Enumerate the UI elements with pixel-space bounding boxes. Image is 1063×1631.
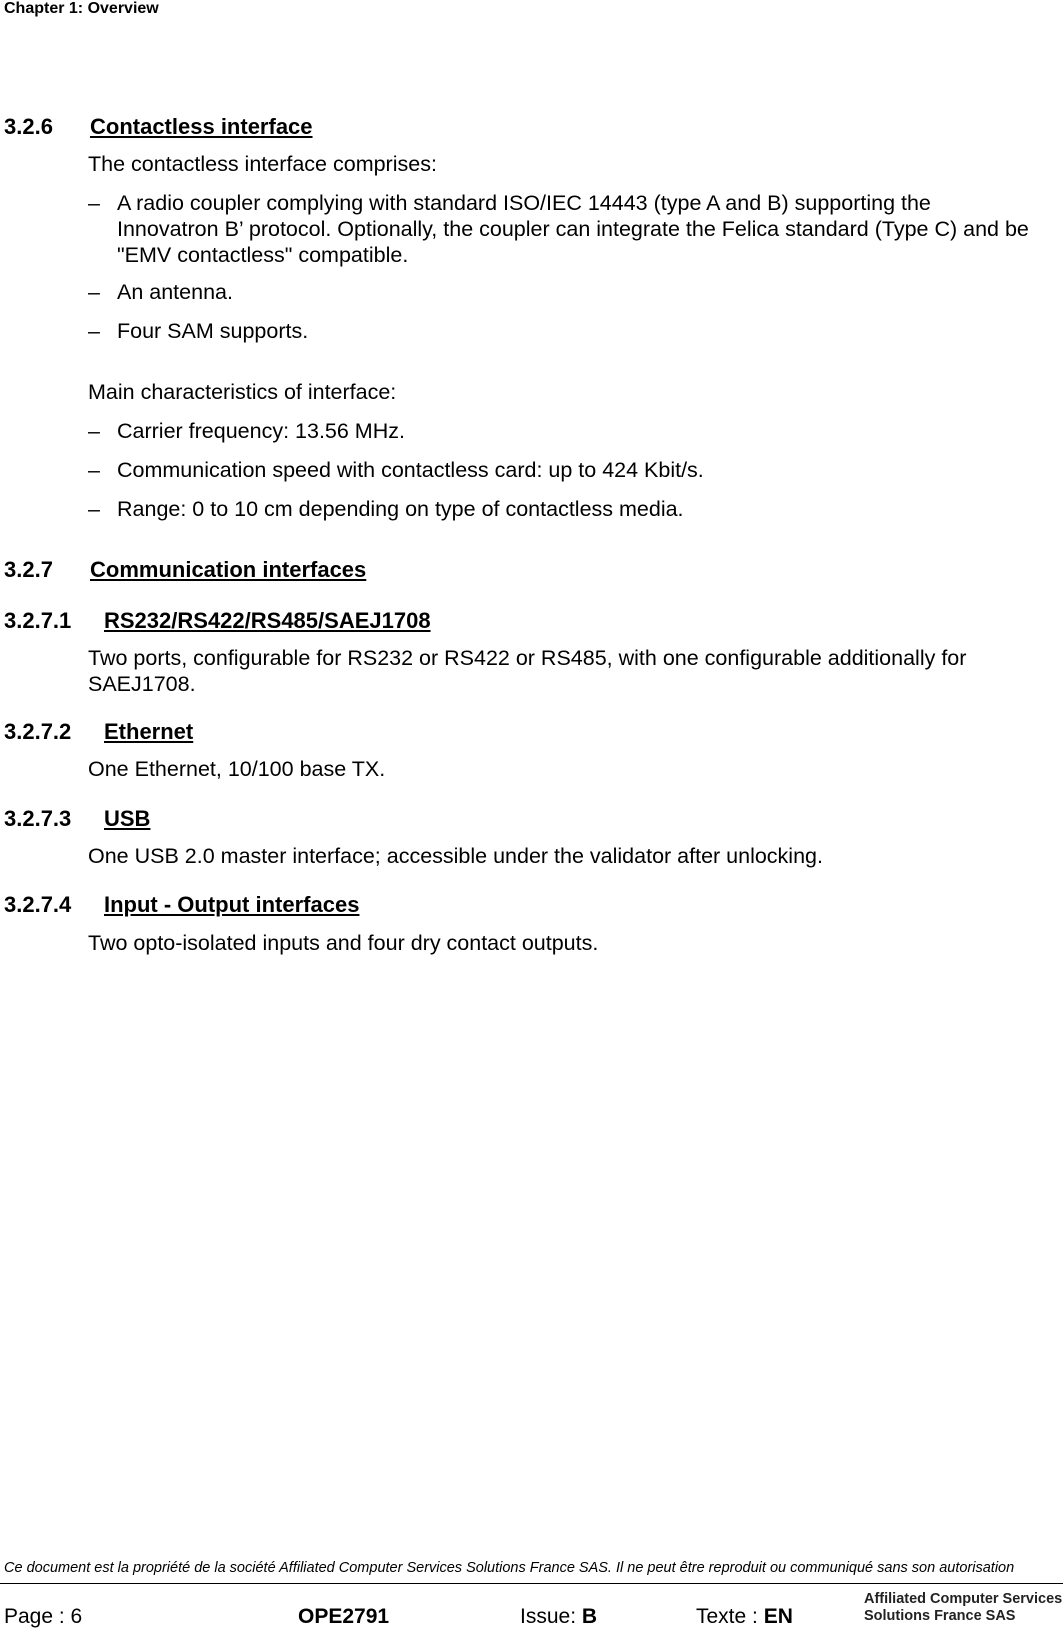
logo-line: Solutions France SAS [864,1608,1016,1624]
bullet-text: Carrier frequency: 13.56 MHz. [117,419,405,443]
texte-value: EN [763,1605,793,1628]
footer-divider [0,1583,1063,1584]
bullet-item [88,279,1048,305]
issue-label: Issue: [520,1605,582,1628]
section-heading-3-2-6 [4,114,904,140]
bullet-text: An antenna. [117,280,233,304]
paragraph-io: Two opto-isolated inputs and four dry contact outputs. [88,931,599,955]
dash-bullet: – [88,191,100,215]
texte-label: Texte : [696,1605,764,1628]
company-logo [864,1591,1062,1625]
section-number: 3.2.7.1 [4,608,72,633]
section-heading-3-2-7 [4,557,904,583]
paragraph-intro: The contactless interface comprises: [88,152,437,176]
footer-texte [696,1605,793,1629]
bullet-item [88,190,1048,270]
chapter-header: Chapter 1: Overview [4,0,159,17]
dash-bullet: – [88,319,100,343]
paragraph-usb: One USB 2.0 master interface; accessible under the validator after unlocking. [88,844,823,868]
subsection-heading-3-2-7-4 [4,892,904,918]
subsection-heading-3-2-7-1 [4,608,904,634]
footer-disclaimer: Ce document est la propriété de la société Affiliated Computer Services Solutions France SAS. Il ne peut être reproduit ou communiqué sans son autorisation [4,1560,1015,1576]
issue-value: B [581,1605,598,1628]
bullet-item [88,457,1048,483]
logo-line: Affiliated Computer Services [864,1591,1063,1607]
paragraph-ports: Two ports, configurable for RS232 or RS422 or RS485, with one configurable additionally for SAEJ1708. [88,646,967,696]
subsection-heading-3-2-7-2 [4,719,904,745]
section-title: Ethernet [104,719,194,744]
dash-bullet: – [88,419,100,443]
dash-bullet: – [88,497,100,521]
dash-bullet: – [88,280,100,304]
bullet-item [88,496,1048,522]
bullet-text: Four SAM supports. [117,319,309,343]
section-title: Input - Output interfaces [104,892,360,917]
footer-page-number: Page : 6 [4,1605,83,1628]
bullet-item [88,418,1048,444]
section-title: Contactless interface [90,114,313,139]
footer-issue [520,1605,597,1629]
bullet-item [88,318,1048,344]
dash-bullet: – [88,458,100,482]
bullet-text: A radio coupler complying with standard ISO/IEC 14443 (type A and B) supporting the Innovatron B’ protocol. Optionally, the coupler can integrate the Felica standard (Type C) and be "EMV contactless" compatible. [117,191,1029,267]
section-number: 3.2.7.2 [4,719,72,744]
section-title: RS232/RS422/RS485/SAEJ1708 [104,608,431,633]
paragraph-characteristics: Main characteristics of interface: [88,380,397,404]
section-number: 3.2.7.3 [4,806,72,831]
section-number: 3.2.7.4 [4,892,72,917]
paragraph-ethernet: One Ethernet, 10/100 base TX. [88,757,386,781]
footer-doc-id: OPE2791 [298,1605,390,1628]
section-title: Communication interfaces [90,557,367,582]
section-number: 3.2.6 [4,114,53,139]
bullet-text: Communication speed with contactless card: up to 424 Kbit/s. [117,458,704,482]
section-number: 3.2.7 [4,557,53,582]
bullet-text: Range: 0 to 10 cm depending on type of contactless media. [117,497,684,521]
subsection-heading-3-2-7-3 [4,806,904,832]
section-title: USB [104,806,151,831]
